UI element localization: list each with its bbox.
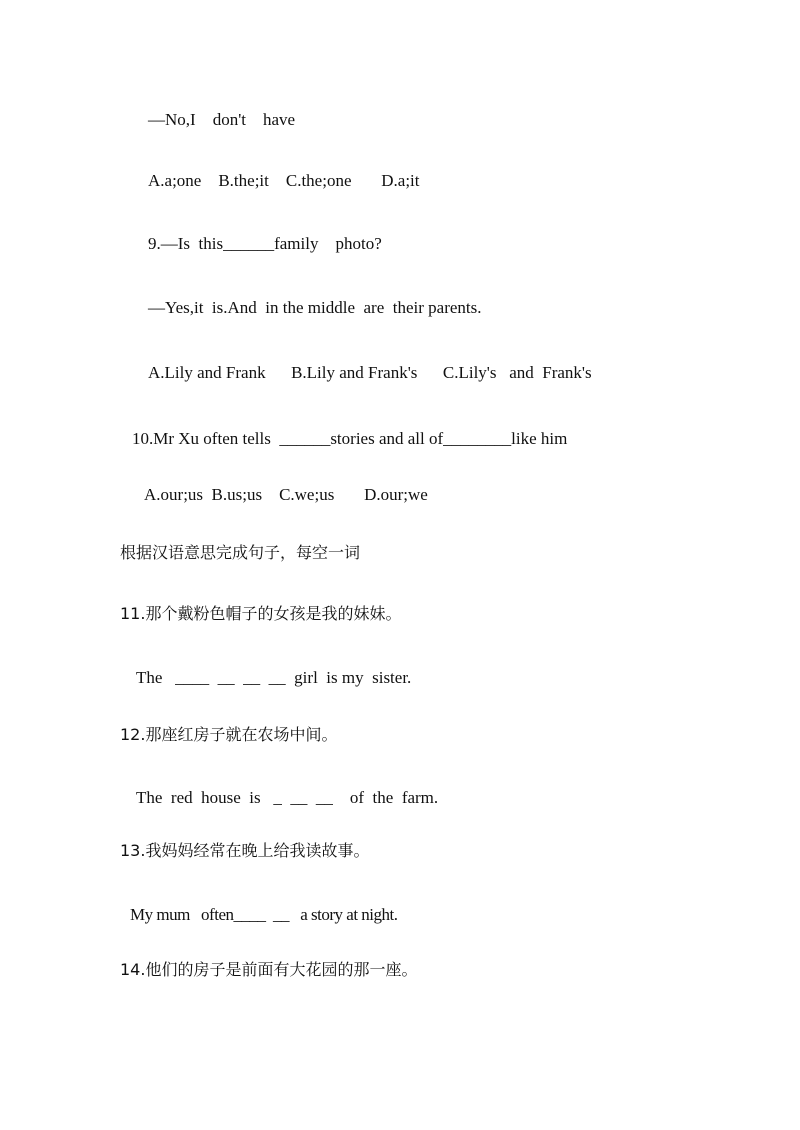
section-heading: 根据汉语意思完成句子，每空一词 [120, 543, 361, 562]
q11-english: The ____ __ __ __ girl is my sister. [136, 668, 412, 687]
q10-question: 10.Mr Xu often tells ______stories and all of________like him [132, 429, 568, 448]
q8-answer-line: —No,I don't have [148, 110, 296, 129]
q11-chinese: 11.那个戴粉色帽子的女孩是我的妹妹。 [120, 604, 402, 623]
q14-chinese: 14.他们的房子是前面有大花园的那一座。 [120, 960, 418, 979]
q13-english: My mum often____ __ a story at night. [130, 905, 398, 924]
q9-options: A.Lily and Frank B.Lily and Frank's C.Lily's and Frank's [148, 363, 592, 382]
q12-chinese: 12.那座红房子就在农场中间。 [120, 725, 338, 744]
q9-answer-line: —Yes,it is.And in the middle are their parents. [148, 298, 482, 317]
q12-english: The red house is _ __ __ of the farm. [136, 788, 439, 807]
q10-options: A.our;us B.us;us C.we;us D.our;we [144, 485, 428, 504]
q13-chinese: 13.我妈妈经常在晚上给我读故事。 [120, 841, 370, 860]
q9-question: 9.—Is this______family photo? [148, 234, 382, 253]
q8-options: A.a;one B.the;it C.the;one D.a;it [148, 171, 420, 190]
